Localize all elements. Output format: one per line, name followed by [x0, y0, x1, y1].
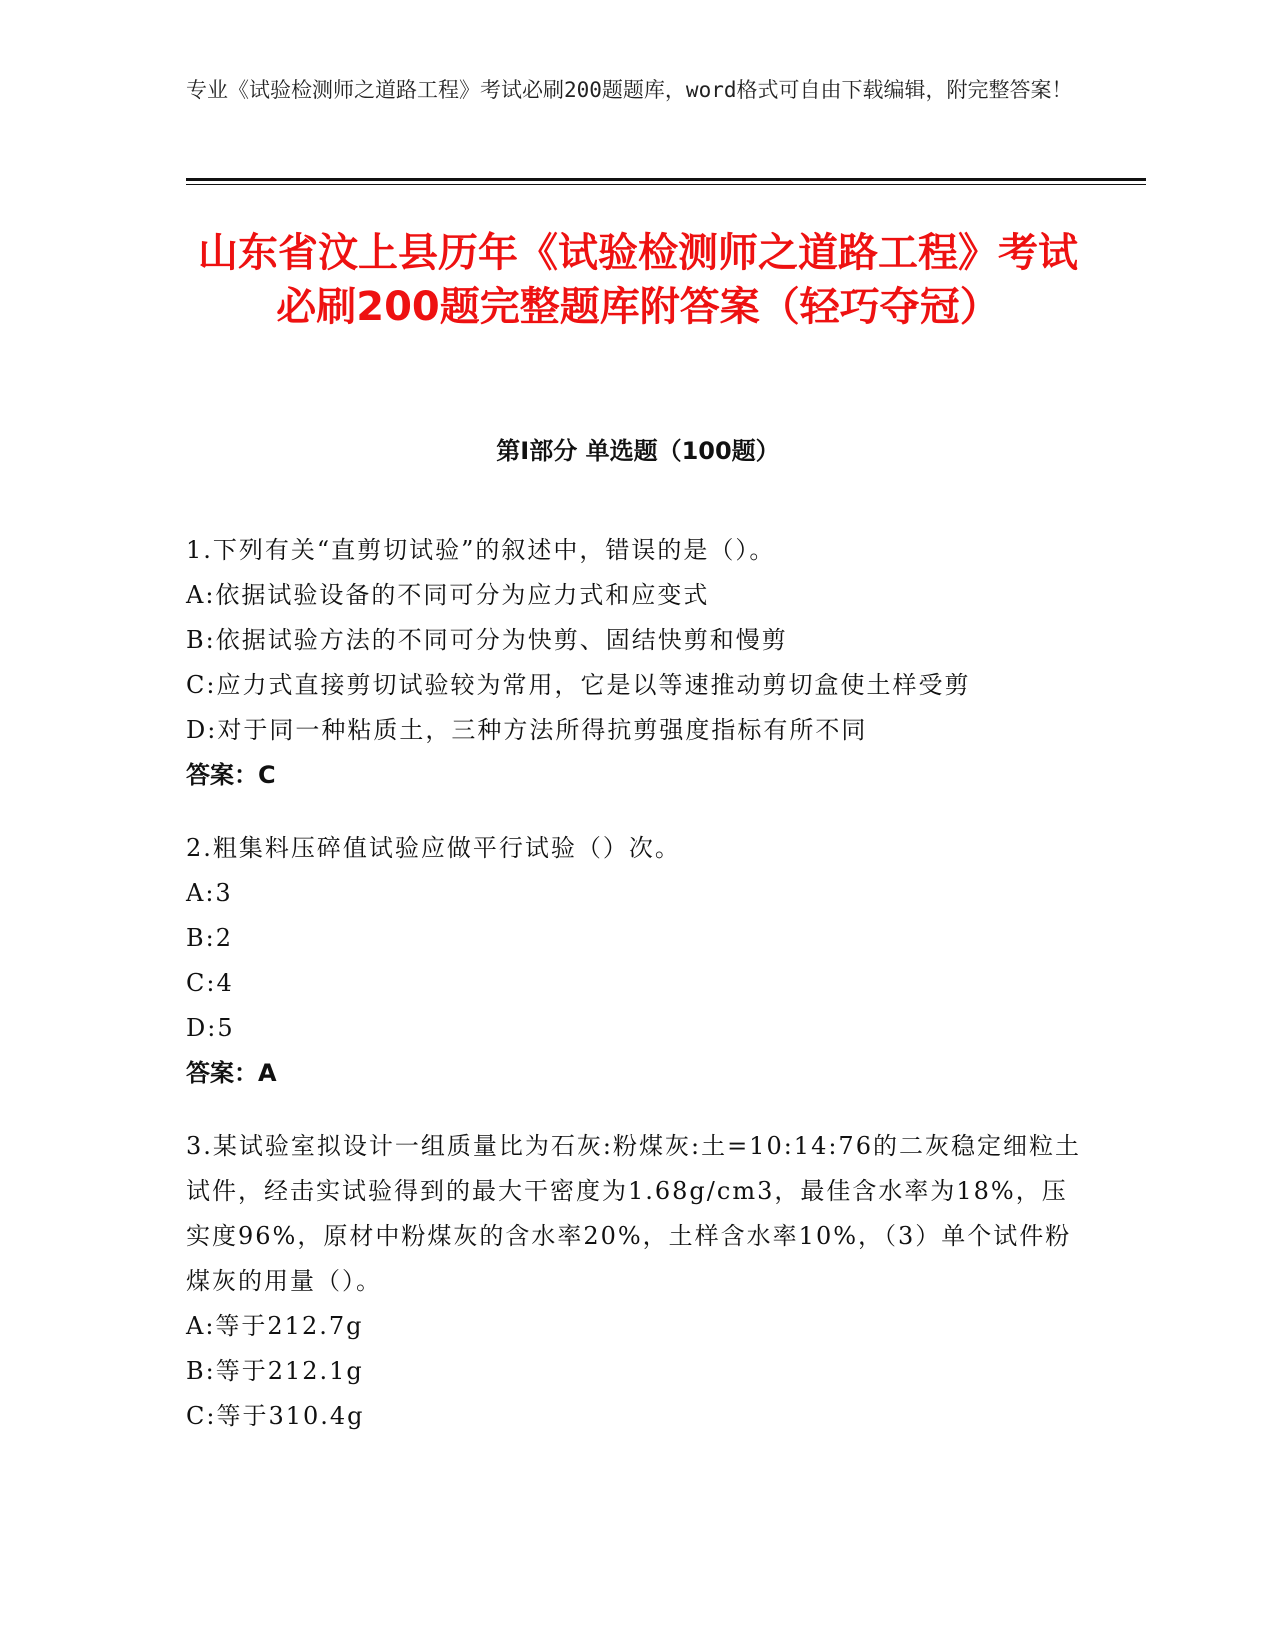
question-stem: 3.某试验室拟设计一组质量比为石灰:粉煤灰:土=10:14:76的二灰稳定细粒土试件，经击实试验得到的最大干密度为1.68g/cm3，最佳含水率为18%，压实度96%，原材中粉煤灰的含水率20%，土样含水率10%，（3）单个试件粉煤灰的用量（）。: [186, 1132, 1081, 1295]
option-a: A:依据试验设备的不同可分为应力式和应变式: [186, 581, 710, 609]
question-2: [186, 826, 1086, 1096]
section-title: 第Ⅰ部分 单选题（100题）: [496, 437, 780, 465]
question-stem: 1.下列有关“直剪切试验”的叙述中，错误的是（）。: [186, 536, 776, 564]
document-title: 山东省汶上县历年《试验检测师之道路工程》考试必刷200题完整题库附答案（轻巧夺冠）: [198, 230, 1078, 330]
option-c: C:应力式直接剪切试验较为常用，它是以等速推动剪切盒使土样受剪: [186, 671, 971, 699]
option-c: C:等于310.4g: [186, 1402, 365, 1430]
option-b: B:依据试验方法的不同可分为快剪、固结快剪和慢剪: [186, 626, 788, 654]
option-a: A:3: [186, 879, 233, 907]
question-3: [186, 1124, 1086, 1439]
question-stem: 2.粗集料压碎值试验应做平行试验（）次。: [186, 834, 681, 862]
question-1: [186, 528, 1086, 798]
question-list: [186, 528, 1086, 1467]
option-d: D:对于同一种粘质土，三种方法所得抗剪强度指标有所不同: [186, 716, 868, 744]
answer-line: 答案：A: [186, 1059, 277, 1087]
header-note: 专业《试验检测师之道路工程》考试必刷200题题库，word格式可自由下载编辑，附完整答案！: [186, 78, 1073, 102]
option-a: A:等于212.7g: [186, 1312, 364, 1340]
option-b: B:2: [186, 924, 233, 952]
option-b: B:等于212.1g: [186, 1357, 364, 1385]
header-divider-thin: [186, 184, 1146, 185]
option-d: D:5: [186, 1014, 235, 1042]
option-c: C:4: [186, 969, 234, 997]
header-divider-thick: [186, 178, 1146, 181]
answer-line: 答案：C: [186, 761, 276, 789]
